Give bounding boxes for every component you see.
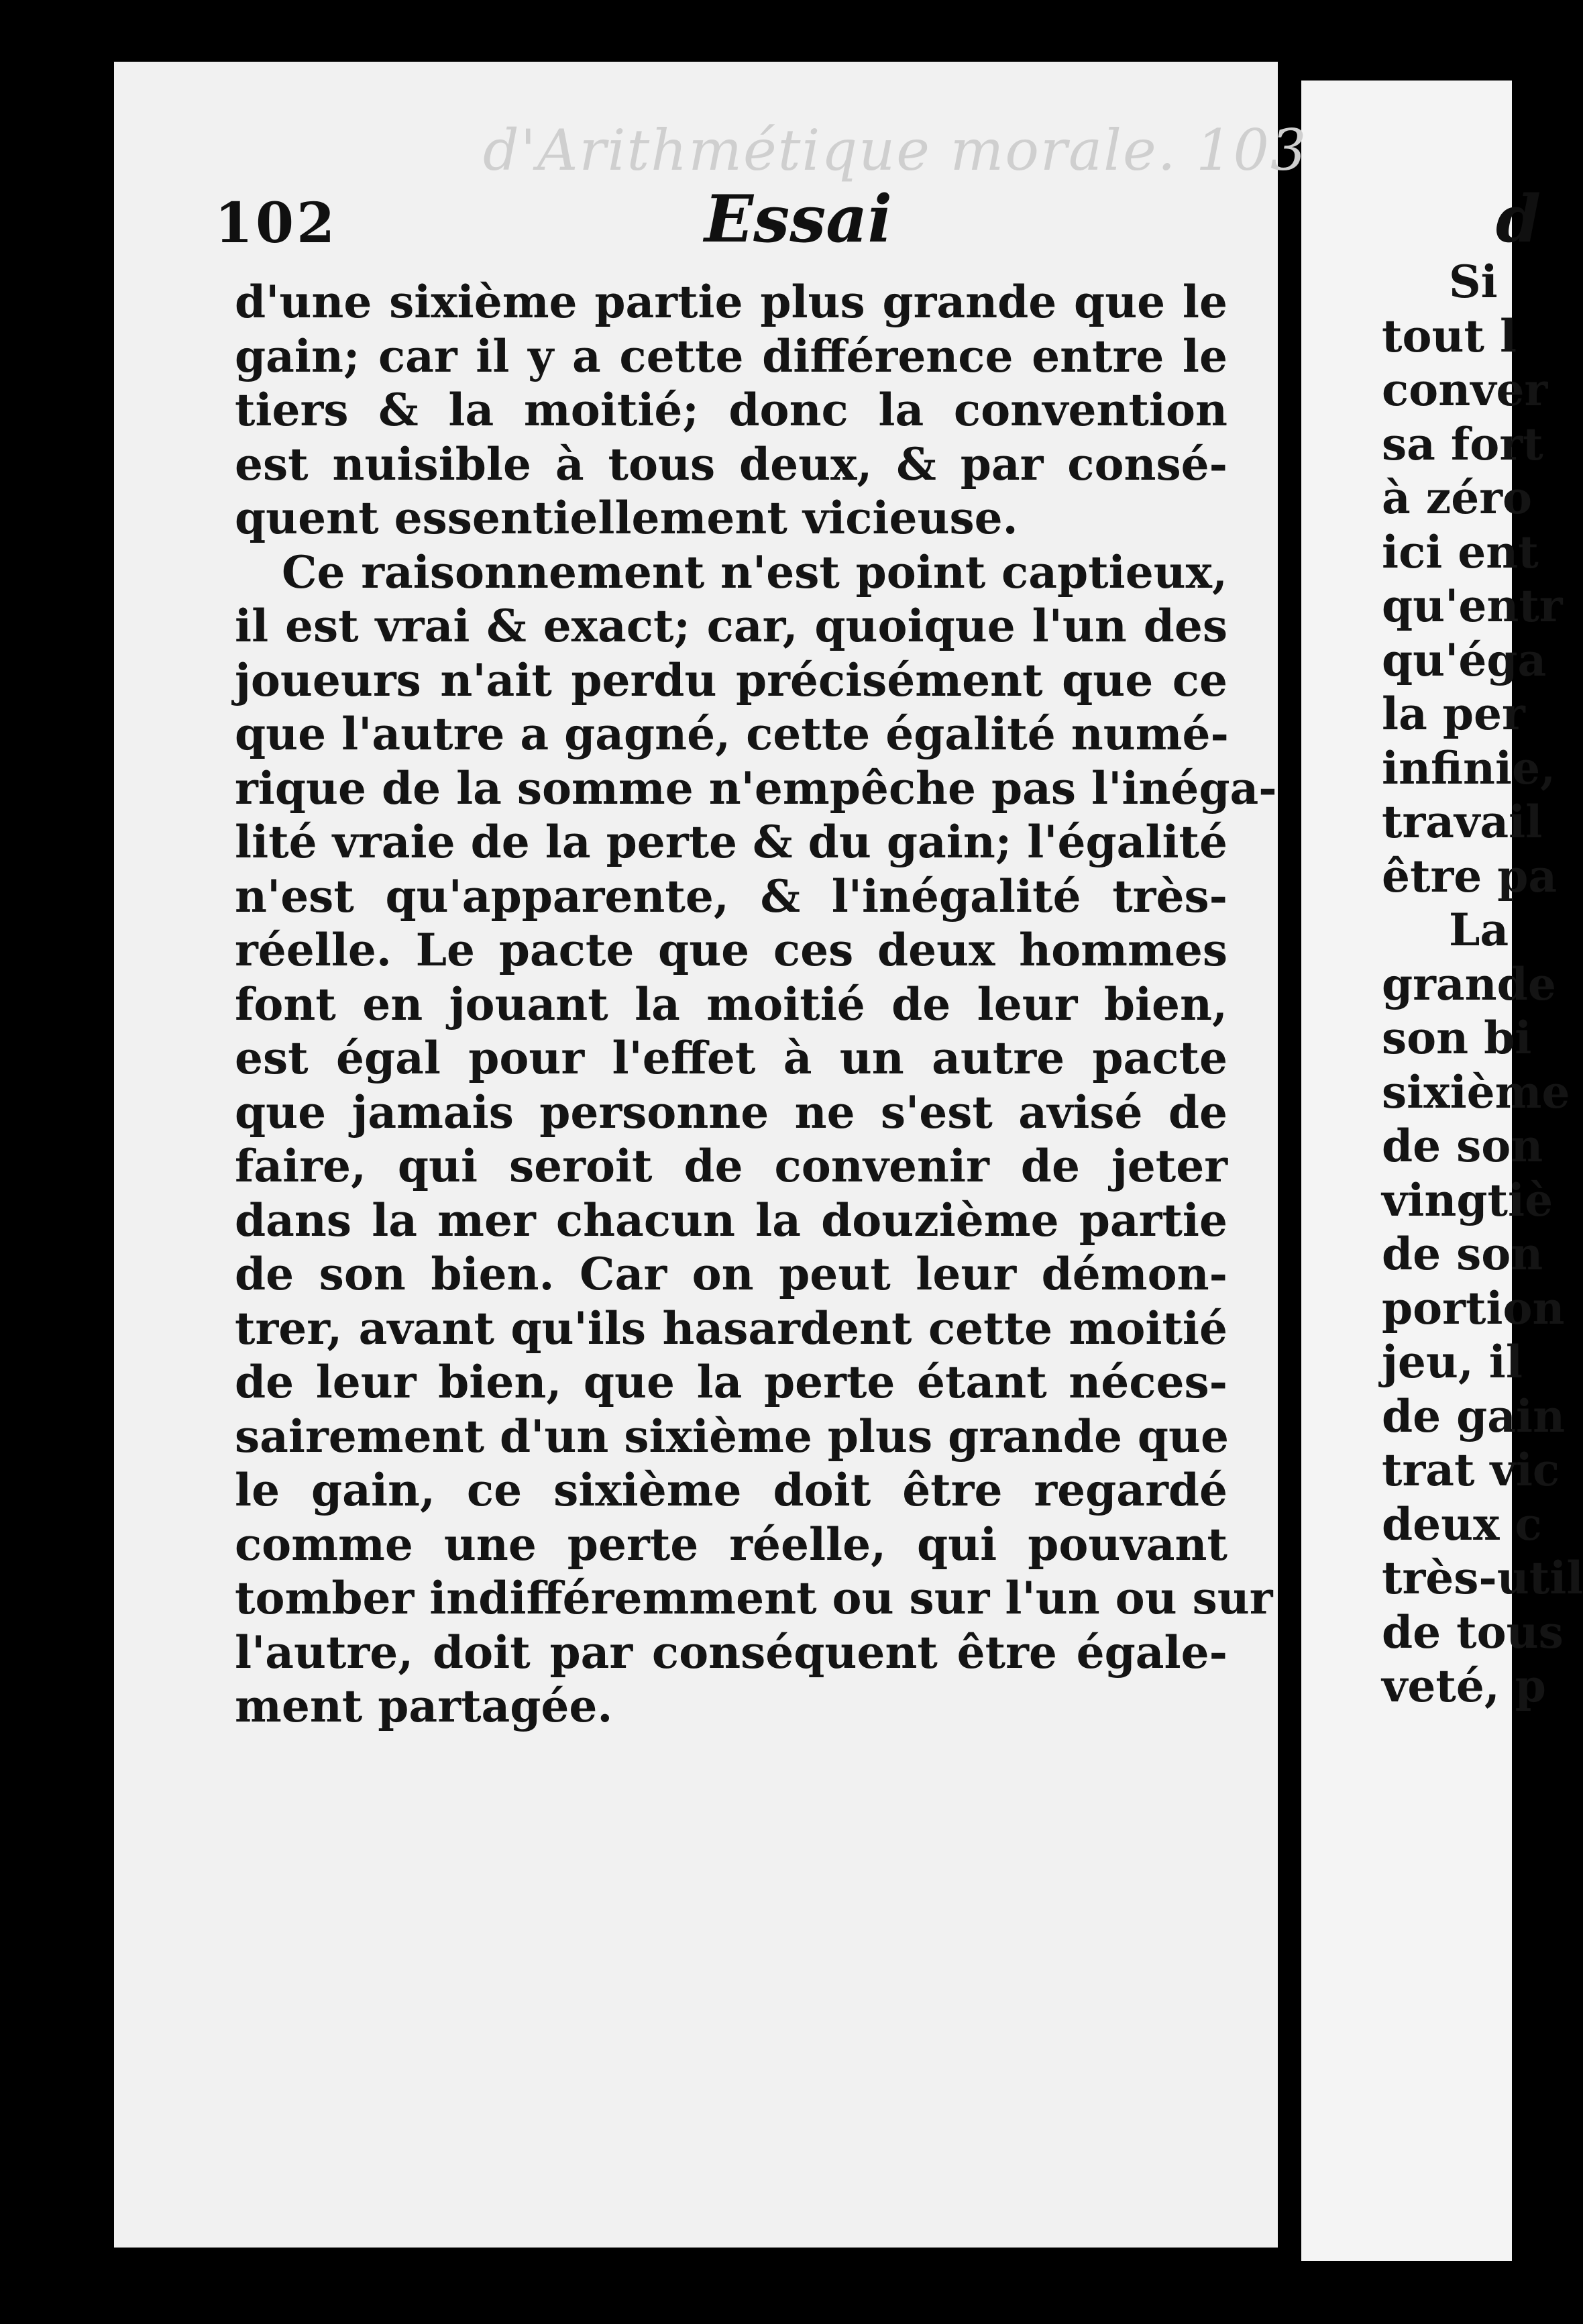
right-text-line: trat vic xyxy=(1382,1444,1560,1496)
right-text-line: à zéro xyxy=(1382,472,1533,524)
text-line: le gain, ce sixième doit être regardé xyxy=(235,1464,1227,1516)
right-text-line: de gain xyxy=(1382,1389,1566,1442)
right-text-line: être pa xyxy=(1382,849,1558,902)
text-line: sairement d'un sixième plus grande que xyxy=(235,1410,1230,1463)
right-text-line: de tous xyxy=(1382,1605,1564,1658)
text-line: font en jouant la moitié de leur bien, xyxy=(235,978,1227,1031)
text-line: de leur bien, que la perte étant néces- xyxy=(235,1356,1227,1408)
text-line: que jamais personne ne s'est avisé de xyxy=(235,1086,1227,1139)
right-text-line: de son xyxy=(1382,1120,1543,1172)
right-text-line: de son xyxy=(1382,1228,1543,1280)
right-text-line: sixième xyxy=(1382,1065,1570,1118)
right-text-line: très-util xyxy=(1382,1552,1583,1604)
text-line: est égal pour l'effet à un autre pacte xyxy=(235,1032,1227,1084)
right-text-line: qu'entr xyxy=(1382,580,1563,632)
text-line: réelle. Le pacte que ces deux hommes xyxy=(235,924,1227,976)
right-body-text xyxy=(1382,255,1583,1713)
body-text xyxy=(235,275,1277,1734)
right-text-line: veté, p xyxy=(1382,1660,1546,1712)
right-text-line: la per xyxy=(1382,688,1525,740)
right-text-line: portion xyxy=(1382,1281,1565,1334)
text-line: que l'autre a gagné, cette égalité numé- xyxy=(235,708,1229,760)
right-text-line: qu'éga xyxy=(1382,633,1547,686)
running-head: Essai xyxy=(704,181,892,257)
right-text-line: conver xyxy=(1382,364,1548,416)
text-line: tiers & la moitié; donc la convention xyxy=(235,384,1227,436)
right-text-line: deux c xyxy=(1382,1497,1542,1550)
text-line: quent essentiellement vicieuse. xyxy=(235,492,1018,544)
text-line: rique de la somme n'empêche pas l'inéga- xyxy=(235,761,1277,814)
right-text-line: La xyxy=(1449,904,1509,956)
right-text-line: son bi xyxy=(1382,1012,1532,1064)
text-line: Ce raisonnement n'est point captieux, xyxy=(282,545,1227,598)
text-line: ment partagée. xyxy=(235,1680,613,1732)
text-line: lité vraie de la perte & du gain; l'égalité xyxy=(235,816,1227,868)
text-line: l'autre, doit par conséquent être égale- xyxy=(235,1626,1227,1679)
right-text-line: vingtiè xyxy=(1382,1173,1553,1226)
text-line: comme une perte réelle, qui pouvant xyxy=(235,1518,1227,1571)
right-text-line: grande xyxy=(1382,957,1556,1010)
right-text-line: travail xyxy=(1382,796,1543,848)
text-line: de son bien. Car on peut leur démon- xyxy=(235,1248,1227,1300)
text-line: est nuisible à tous deux, & par consé- xyxy=(235,437,1227,490)
text-line: il est vrai & exact; car, quoique l'un des xyxy=(235,600,1227,652)
right-text-line: jeu, il xyxy=(1382,1336,1523,1388)
text-line: tomber indifféremment ou sur l'un ou sur xyxy=(235,1572,1273,1624)
text-line: d'une sixième partie plus grande que le xyxy=(235,276,1227,328)
text-line: joueurs n'ait perdu précisément que ce xyxy=(235,653,1227,706)
text-line: n'est qu'apparente, & l'inégalité très- xyxy=(235,869,1227,922)
text-line: dans la mer chacun la douzième partie xyxy=(235,1194,1227,1247)
show-through-text: d'Arithmétique morale. 103 xyxy=(483,117,1308,183)
right-text-line: tout l xyxy=(1382,309,1517,362)
right-text-line: Si xyxy=(1449,256,1498,308)
right-text-line: ici ent xyxy=(1382,525,1539,578)
right-text-line: sa fort xyxy=(1382,417,1543,470)
right-running-head: d xyxy=(1496,181,1541,257)
text-line: faire, qui seroit de convenir de jeter xyxy=(235,1140,1227,1192)
right-text-line: infinie, xyxy=(1382,741,1556,794)
text-line: trer, avant qu'ils hasardent cette moitié xyxy=(235,1302,1227,1355)
text-line: gain; car il y a cette différence entre le xyxy=(235,329,1227,382)
page-number: 102 xyxy=(215,191,338,256)
